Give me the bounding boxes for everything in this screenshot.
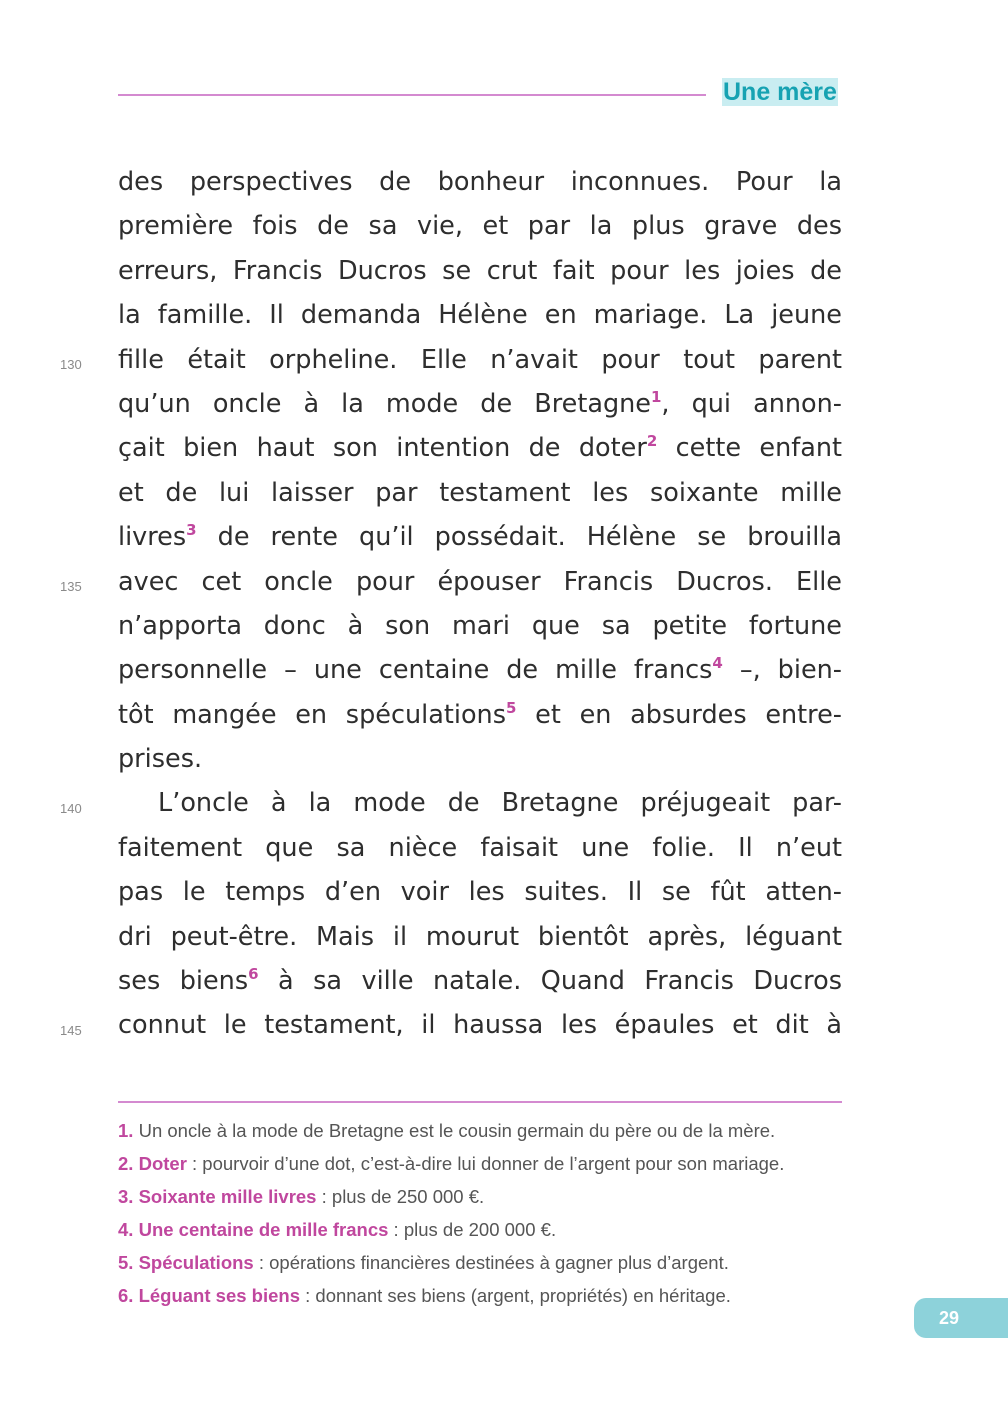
text-line: des perspectives de bonheur inconnues. Pour la — [118, 167, 842, 197]
footnote-number: 1. — [118, 1120, 134, 1141]
footnote — [118, 1180, 858, 1213]
chapter-title: Une mère — [723, 78, 837, 106]
line-number: 135 — [60, 579, 82, 594]
footnote-number: 6. — [118, 1285, 134, 1306]
text-line: faitement que sa nièce faisait une folie. Il n’eut — [118, 832, 842, 863]
text-line — [118, 382, 842, 426]
footnote — [118, 1246, 858, 1279]
footnote-term: Spéculations — [138, 1252, 254, 1273]
text-line — [118, 693, 842, 737]
text-segment: qu’un oncle à la mode de Bretagne — [118, 388, 651, 419]
footnote-term: Léguant ses biens — [138, 1285, 300, 1306]
text-segment: de rente qu’il possédait. Hélène se brouilla — [196, 522, 842, 553]
footnote — [118, 1114, 858, 1147]
footnote-ref[interactable]: 6 — [248, 965, 259, 984]
footnote-text: Un oncle à la mode de Bretagne est le cousin germain du père ou de la mère. — [138, 1120, 776, 1141]
footnote-ref[interactable]: 3 — [186, 521, 197, 540]
footnote-ref[interactable]: 1 — [650, 387, 662, 406]
text-segment: à sa ville natale. Quand Francis Ducros — [258, 966, 842, 997]
text-line — [118, 648, 842, 692]
text-line: erreurs, Francis Ducros se crut fait pour les joies de — [118, 255, 842, 286]
text-line: connut le testament, il haussa les épaules et dit à — [118, 1010, 842, 1041]
footnote-number: 5. — [118, 1252, 134, 1273]
text-line: L’oncle à la mode de Bretagne préjugeait par- — [158, 788, 842, 819]
body-text — [118, 160, 842, 1048]
text-line — [118, 515, 842, 559]
footnote-text: : plus de 200 000 €. — [388, 1219, 557, 1240]
footnote-ref[interactable]: 4 — [712, 654, 723, 673]
text-segment: personnelle – une centaine de mille francs — [118, 655, 713, 686]
footnote-text: : opérations financières destinées à gagner plus d’argent. — [253, 1252, 729, 1273]
footnote-number: 4. — [118, 1219, 134, 1240]
footnote-ref[interactable]: 5 — [506, 698, 517, 717]
footnote-text: : donnant ses biens (argent, propriétés) en héritage. — [299, 1285, 731, 1306]
page-number-tab — [914, 1298, 1008, 1338]
text-line: la famille. Il demanda Hélène en mariage. La jeune — [118, 300, 842, 331]
footnote — [118, 1147, 858, 1180]
text-line: fille était orpheline. Elle n’avait pour tout parent — [118, 344, 842, 375]
footnote-number: 3. — [118, 1186, 134, 1207]
footnote-text: : pourvoir d’une dot, c’est-à-dire lui donner de l’argent pour son mariage. — [186, 1153, 785, 1174]
footnote-number: 2. — [118, 1153, 134, 1174]
line-number: 140 — [60, 801, 82, 816]
page-number: 29 — [938, 1308, 960, 1328]
text-line: pas le temps d’en voir les suites. Il se fût atten- — [118, 877, 842, 908]
text-line: avec cet oncle pour épouser Francis Ducros. Elle — [118, 566, 842, 597]
footnote-term: Doter — [138, 1153, 187, 1174]
footnotes — [118, 1114, 858, 1312]
text-segment: –, bien- — [722, 655, 843, 686]
text-line: n’apporta donc à son mari que sa petite fortune — [118, 610, 842, 641]
header-rule — [118, 94, 706, 96]
footnote-text: : plus de 250 000 €. — [316, 1186, 485, 1207]
footnote-rule — [118, 1101, 842, 1103]
text-segment: cette enfant — [657, 433, 843, 464]
text-segment: livres — [118, 522, 187, 553]
text-line: prises. — [118, 744, 203, 775]
text-segment: ses biens — [118, 966, 249, 997]
text-line: première fois de sa vie, et par la plus grave des — [118, 211, 842, 242]
text-segment: çait bien haut son intention de doter — [118, 433, 647, 464]
text-line: dri peut-être. Mais il mourut bientôt après, léguant — [118, 921, 842, 952]
line-number: 145 — [60, 1023, 82, 1038]
footnote — [118, 1279, 858, 1312]
text-segment: , qui annon- — [661, 388, 842, 419]
text-line — [118, 959, 842, 1003]
text-line — [118, 426, 842, 470]
line-number: 130 — [60, 357, 82, 372]
text-segment: et en absurdes entre- — [516, 699, 842, 730]
text-segment: tôt mangée en spéculations — [118, 699, 506, 730]
footnote — [118, 1213, 858, 1246]
text-line: et de lui laisser par testament les soixante mille — [118, 477, 842, 508]
footnote-term: Une centaine de mille francs — [138, 1219, 389, 1240]
footnote-term: Soixante mille livres — [138, 1186, 317, 1207]
footnote-ref[interactable]: 2 — [646, 432, 658, 451]
